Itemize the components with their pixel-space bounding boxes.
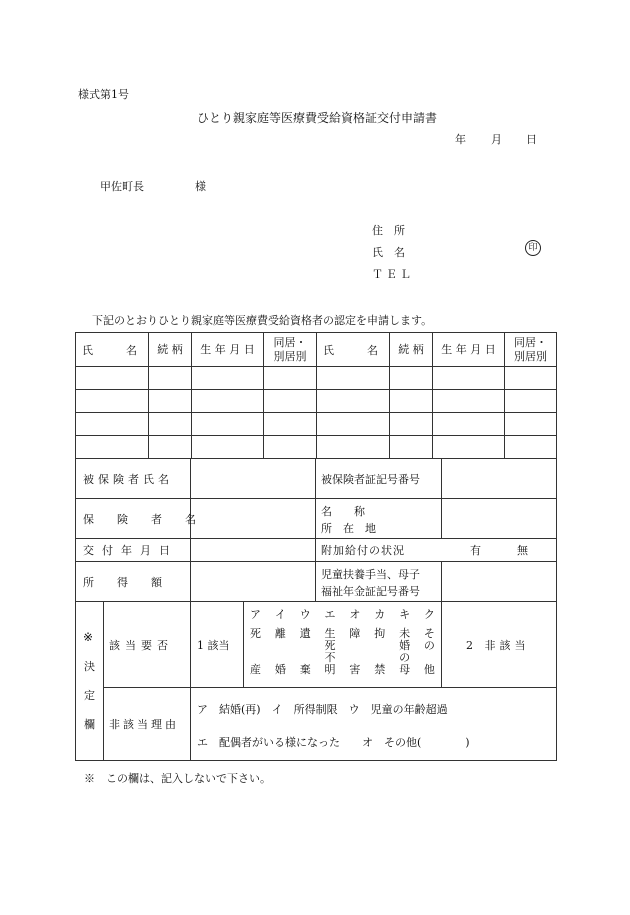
form-number: 様式第1号 — [78, 88, 129, 101]
insurance-card-label: 被保険者証記号番号 — [321, 472, 420, 486]
allowance-label-line1: 児童扶養手当、母子 — [321, 568, 420, 581]
table-row[interactable] — [76, 436, 557, 459]
addressee-name: 甲佐町長 — [100, 180, 144, 193]
intro-text: 下記のとおりひとり親家庭等医療費受給資格者の認定を申請します。 — [92, 314, 433, 327]
extra-benefit-no[interactable]: 無 — [517, 544, 528, 557]
allowance-label-line2: 福祉年金証記号番号 — [321, 585, 420, 598]
decision-mark: ※ — [83, 630, 94, 644]
insurer-label: 保 険 者 名 — [83, 512, 202, 526]
decision-char: 決 — [84, 660, 95, 673]
non-reason-line-1: ア 結婚(再) イ 所得制限 ウ 児童の年齢超過 — [197, 703, 448, 716]
header-cohabit-left: 同居・ 別居別 — [264, 333, 317, 367]
reasons-row-1: 死 離 遺 生 障 拘 未 そ — [250, 627, 435, 640]
table-row[interactable] — [76, 413, 557, 436]
date-month: 月 — [491, 133, 502, 146]
table-row[interactable] — [76, 367, 557, 390]
reason-codes-row: ア イ ウ エ オ カ キ ク — [250, 608, 435, 621]
decision-char: 欄 — [84, 718, 95, 731]
insured-name-label: 被保険者氏名 — [83, 472, 173, 486]
applicant-name-label: 氏 名 — [372, 246, 405, 259]
extra-benefit-label: 附加給付の状況 — [321, 544, 405, 557]
issue-date-label: 交付年月日 — [83, 544, 178, 557]
header-relation-left: 続 柄 — [149, 333, 192, 367]
insurer-address-label: 所 在 地 — [321, 522, 376, 535]
header-birthdate-left: 生 年 月 日 — [192, 333, 264, 367]
insurer-name-label: 名 称 — [321, 505, 365, 518]
reasons-row-3: 不 の — [324, 651, 411, 664]
members-table — [75, 332, 557, 459]
applicant-tel-label: ＴＥＬ — [372, 268, 414, 281]
header-cohabit-right: 同居・ 別居別 — [505, 333, 557, 367]
reasons-row-2: 死 婚 の — [324, 639, 435, 652]
page-title: ひとり親家庭等医療費受給資格証交付申請書 — [197, 111, 438, 125]
reasons-row-4: 産 婚 棄 明 害 禁 母 他 — [250, 663, 435, 676]
seal-icon — [525, 240, 541, 256]
decision-char: 定 — [84, 689, 95, 702]
applicable-option[interactable]: 1 該当 — [197, 638, 230, 652]
footnote: ※ この欄は、記入しないで下さい。 — [84, 772, 271, 785]
eligibility-label: 該当要否 — [109, 638, 173, 652]
addressee-suffix: 様 — [195, 180, 206, 193]
header-name-left: 氏 名 — [76, 333, 149, 367]
income-label: 所 得 額 — [83, 575, 168, 589]
extra-benefit-yes[interactable]: 有 — [470, 544, 481, 557]
header-name-right: 氏 名 — [317, 333, 390, 367]
applicant-address-label: 住 所 — [372, 224, 405, 237]
non-reason-line-2: エ 配偶者がいる様になった オ その他( ) — [197, 736, 470, 749]
header-birthdate-right: 生 年 月 日 — [433, 333, 505, 367]
date-day: 日 — [526, 133, 537, 146]
non-applicable-label: 非該当理由 — [109, 718, 179, 731]
seal-label: 印 — [528, 243, 538, 253]
table-row[interactable] — [76, 390, 557, 413]
not-applicable-option[interactable]: 2 非該当 — [466, 638, 530, 652]
header-relation-right: 続 柄 — [390, 333, 433, 367]
date-year: 年 — [455, 133, 466, 146]
